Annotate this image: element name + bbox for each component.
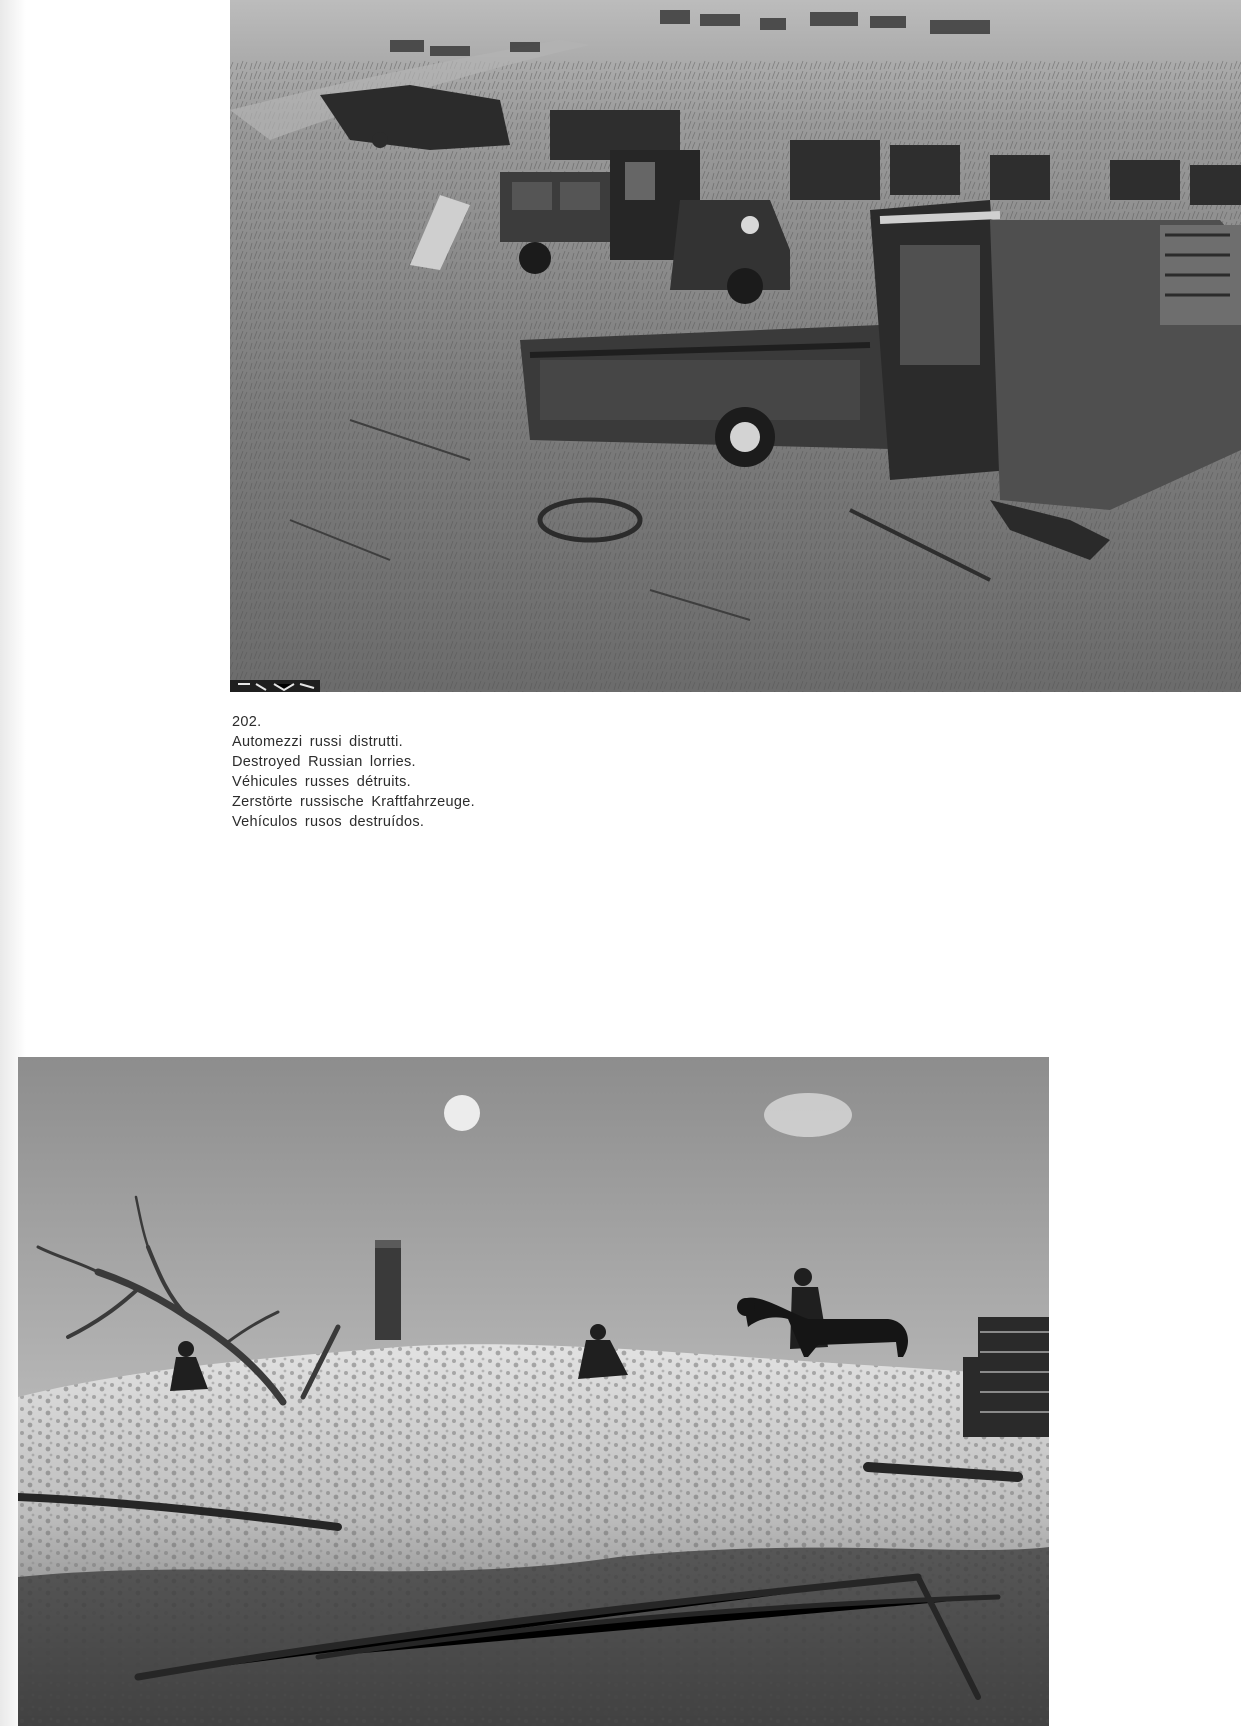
caption-french: Véhicules russes détruits. <box>232 774 412 790</box>
lorries-photo-image <box>230 0 1241 692</box>
figure-number: 202. <box>232 714 262 730</box>
caption-english: Destroyed Russian lorries. <box>232 754 416 770</box>
caption-german: Zerstörte russische Kraftfahrzeuge. <box>232 794 475 810</box>
figure-caption <box>232 712 475 832</box>
photo-ruins-soldiers <box>18 1057 1049 1726</box>
ruins-photo-image <box>18 1057 1049 1726</box>
caption-spanish: Vehículos rusos destruídos. <box>232 814 425 830</box>
caption-italian: Automezzi russi distrutti. <box>232 734 403 750</box>
photo-destroyed-lorries <box>230 0 1241 692</box>
